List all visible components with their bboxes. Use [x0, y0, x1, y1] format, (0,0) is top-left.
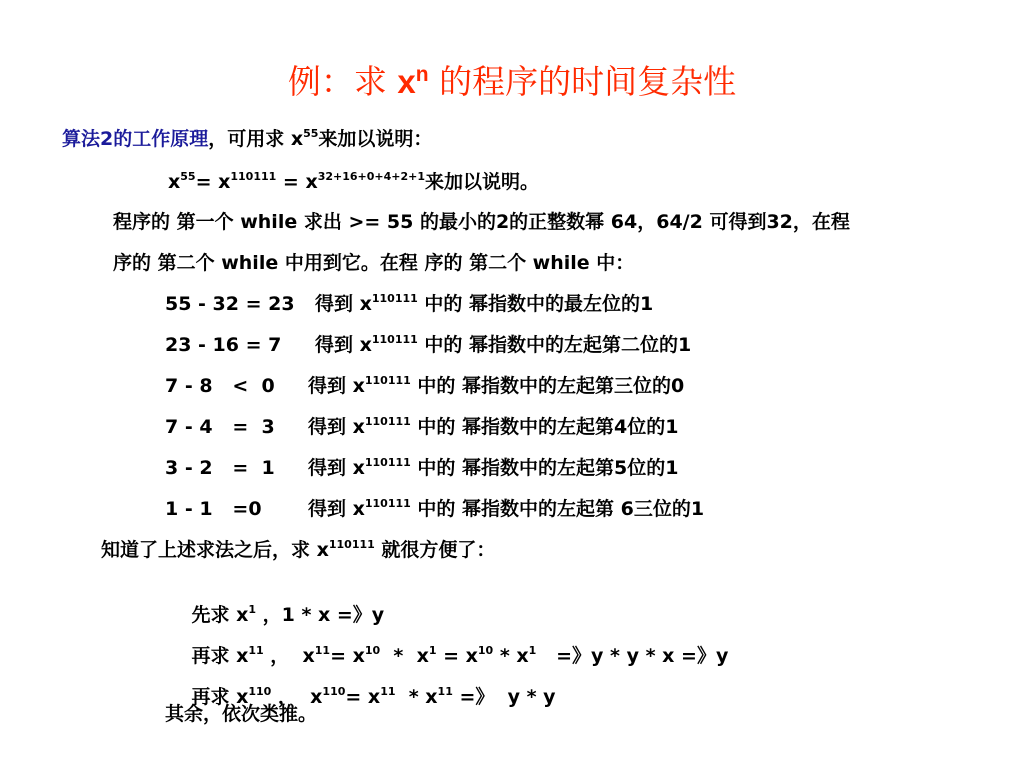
intro-text: ，可用求 x: [208, 128, 304, 150]
step-result-pre: 得到 x: [308, 416, 365, 438]
intro-exponent: 55: [303, 127, 319, 140]
formula-b: = x: [195, 171, 231, 193]
title-base: x: [397, 63, 416, 100]
formula-c: = x: [276, 171, 318, 193]
calc2-c-exp: 10: [364, 644, 381, 657]
step-result-pre: 得到 x: [315, 293, 372, 315]
step-result-post: 中的 幂指数中的左起第5位的1: [410, 457, 679, 479]
step-result-pre: 得到 x: [308, 457, 365, 479]
calc2-c: = x: [330, 645, 365, 667]
calc2-d: * x: [380, 645, 429, 667]
intro-line: [62, 127, 432, 151]
formula-c-exp: 32+16+0+4+2+1: [317, 170, 426, 183]
summary-exp: 110111: [328, 538, 375, 551]
step-expression: 7 - 4 = 3: [165, 416, 275, 438]
step-result-post: 中的 幂指数中的最左位的1: [417, 293, 654, 315]
step-result-exp: 110111: [371, 333, 418, 346]
calc3-d: * x: [395, 686, 438, 708]
step-result-post: 中的 幂指数中的左起第三位的0: [410, 375, 685, 397]
step-row: [165, 292, 865, 316]
calc1-a: 先求 x: [191, 604, 249, 626]
step-result-pre: 得到 x: [315, 334, 372, 356]
calc2-f: * x: [493, 645, 529, 667]
step-expression: 1 - 1 =0: [165, 498, 262, 520]
title-prefix: 例：求: [287, 62, 398, 101]
calc3-b-exp: 110: [322, 685, 346, 698]
step-result-exp: 110111: [364, 415, 411, 428]
calc2-g: =》y * y * x =》y: [536, 645, 729, 667]
paragraph-line-2: 序的 第二个 while 中用到它。在程 序的 第二个 while 中：: [113, 252, 635, 274]
formula-a-exp: 55: [180, 170, 196, 183]
calc2-f-exp: 1: [528, 644, 537, 657]
calc2-d-exp: 1: [428, 644, 437, 657]
calc3-c: = x: [345, 686, 381, 708]
step-row: [165, 415, 865, 439]
slide-title: [0, 56, 1024, 103]
step-result: [308, 456, 678, 480]
formula-d: 来加以说明。: [425, 171, 540, 193]
calc2-e: = x: [436, 645, 478, 667]
step-row: [165, 497, 865, 521]
step-result: [308, 374, 684, 398]
step-result-post: 中的 幂指数中的左起第二位的1: [417, 334, 692, 356]
step-expression: 23 - 16 = 7: [165, 334, 282, 356]
step-row: [165, 333, 865, 357]
step-result-exp: 110111: [371, 292, 418, 305]
title-suffix: 的程序的时间复杂性: [428, 62, 737, 101]
summary-line: [101, 538, 495, 562]
calc2-e-exp: 10: [477, 644, 494, 657]
summary-pre: 知道了上述求法之后，求 x: [101, 539, 329, 561]
calc1-a-exp: 1: [248, 603, 256, 616]
step-result-pre: 得到 x: [308, 375, 365, 397]
calc2-b-exp: 11: [314, 644, 331, 657]
step-result-exp: 110111: [364, 456, 411, 469]
calc3-a: 再求 x: [191, 686, 249, 708]
step-result: [308, 497, 704, 521]
step-row: [165, 374, 865, 398]
formula-a: x: [168, 171, 181, 193]
title-exponent: n: [415, 63, 429, 86]
step-result-exp: 110111: [364, 497, 411, 510]
step-expression: 55 - 32 = 23: [165, 293, 295, 315]
calc3-c-exp: 11: [380, 685, 396, 698]
step-expression: 3 - 2 = 1: [165, 457, 275, 479]
calc1-b: ，1 * x =》y: [256, 604, 385, 626]
step-result-exp: 110111: [364, 374, 411, 387]
calc3-b: ， x: [271, 686, 323, 708]
step-row: [165, 456, 865, 480]
intro-suffix: 来加以说明：: [318, 128, 433, 150]
step-result-pre: 得到 x: [308, 498, 365, 520]
intro-highlight: 算法2的工作原理: [62, 128, 209, 150]
calc3-e: =》 y * y: [452, 686, 556, 708]
summary-post: 就很方便了：: [374, 539, 496, 561]
formula-b-exp: 110111: [230, 170, 277, 183]
calc3-d-exp: 11: [437, 685, 453, 698]
calc3-a-exp: 110: [248, 685, 272, 698]
step-result-post: 中的 幂指数中的左起第4位的1: [410, 416, 679, 438]
step-result: [315, 333, 691, 357]
formula-line: [168, 170, 539, 194]
calc2-b: ， x: [263, 645, 315, 667]
step-result: [315, 292, 653, 316]
closing-line: 其余，依次类推。: [165, 703, 318, 725]
calc2-a: 再求 x: [191, 645, 249, 667]
step-expression: 7 - 8 < 0: [165, 375, 275, 397]
step-result-post: 中的 幂指数中的左起第 6三位的1: [410, 498, 705, 520]
step-result: [308, 415, 678, 439]
calc2-a-exp: 11: [248, 644, 264, 657]
paragraph-line-1: 程序的 第一个 while 求出 >= 55 的最小的2的正整数幂 64，64/2 可得到32，在程: [113, 211, 850, 233]
